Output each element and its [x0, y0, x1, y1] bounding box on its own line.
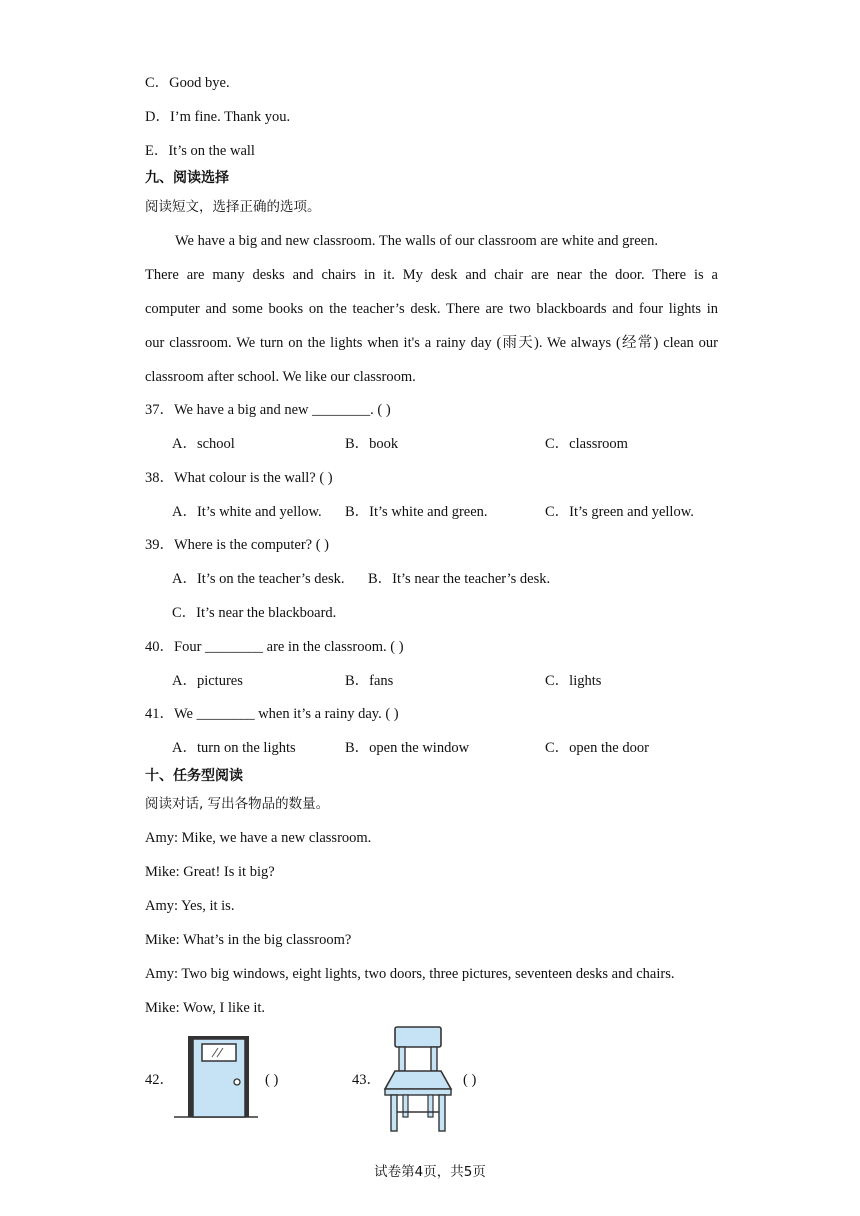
- question-41-option-a[interactable]: A．turn on the lights: [172, 740, 296, 756]
- question-40-option-a[interactable]: A．pictures: [172, 673, 243, 689]
- item-42-blank[interactable]: ( ): [265, 1072, 279, 1088]
- chair-icon: [383, 1024, 455, 1134]
- question-40-stem: 40．Four ________ are in the classroom. ( ): [145, 639, 404, 655]
- passage-line-4: our classroom. We turn on the lights when it's a rainy day (雨天). We always (经常) clean our: [145, 335, 718, 351]
- option-c-prev: C．Good bye.: [145, 75, 230, 91]
- question-40-option-b[interactable]: B．fans: [345, 673, 394, 689]
- dialogue-line-2: Mike: Great! Is it big?: [145, 864, 275, 880]
- passage-line-3: computer and some books on the teacher’s desk. There are two blackboards and four lights in: [145, 301, 718, 317]
- section-9-instruction: 阅读短文，选择正确的选项。: [145, 199, 321, 215]
- question-38-option-b[interactable]: B．It’s white and green.: [345, 504, 488, 520]
- passage-line-2: There are many desks and chairs in it. My desk and chair are near the door. There is a: [145, 267, 718, 283]
- page-footer: 试卷第4页，共5页: [374, 1164, 486, 1180]
- question-39-option-b[interactable]: B．It’s near the teacher’s desk.: [368, 571, 551, 587]
- section-10-instruction: 阅读对话, 写出各物品的数量。: [145, 796, 330, 812]
- item-42-number: 42．: [145, 1072, 174, 1088]
- question-41-stem: 41．We ________ when it’s a rainy day. ( ): [145, 706, 399, 722]
- section-9-title: 九、阅读选择: [145, 170, 229, 186]
- passage-line-5: classroom after school. We like our classroom.: [145, 369, 416, 385]
- section-10-title: 十、任务型阅读: [145, 768, 243, 784]
- question-39-option-c[interactable]: C．It’s near the blackboard.: [172, 605, 337, 621]
- question-41-option-b[interactable]: B．open the window: [345, 740, 470, 756]
- question-39-stem: 39．Where is the computer? ( ): [145, 537, 329, 553]
- question-37-option-a[interactable]: A．school: [172, 436, 235, 452]
- question-40-option-c[interactable]: C．lights: [545, 673, 602, 689]
- question-38-option-a[interactable]: A．It’s white and yellow.: [172, 504, 322, 520]
- dialogue-line-4: Mike: What’s in the big classroom?: [145, 932, 352, 948]
- dialogue-line-6: Mike: Wow, I like it.: [145, 1000, 266, 1016]
- dialogue-line-3: Amy: Yes, it is.: [145, 898, 235, 914]
- question-38-option-c[interactable]: C．It’s green and yellow.: [545, 504, 694, 520]
- option-d-prev: D．I’m fine. Thank you.: [145, 109, 291, 125]
- door-icon: [172, 1033, 260, 1119]
- passage-line-1: We have a big and new classroom. The walls of our classroom are white and green.: [175, 233, 658, 249]
- item-43-number: 43．: [352, 1072, 381, 1088]
- question-37-option-b[interactable]: B．book: [345, 436, 399, 452]
- question-39-option-a[interactable]: A．It’s on the teacher’s desk.: [172, 571, 345, 587]
- question-37-stem: 37．We have a big and new ________. ( ): [145, 402, 391, 418]
- dialogue-line-1: Amy: Mike, we have a new classroom.: [145, 830, 372, 846]
- dialogue-line-5: Amy: Two big windows, eight lights, two doors, three pictures, seventeen desks and chairs.: [145, 966, 675, 982]
- question-38-stem: 38．What colour is the wall? ( ): [145, 470, 333, 486]
- question-37-option-c[interactable]: C．classroom: [545, 436, 628, 452]
- question-41-option-c[interactable]: C．open the door: [545, 740, 649, 756]
- option-e-prev: E．It’s on the wall: [145, 143, 255, 159]
- item-43-blank[interactable]: ( ): [463, 1072, 477, 1088]
